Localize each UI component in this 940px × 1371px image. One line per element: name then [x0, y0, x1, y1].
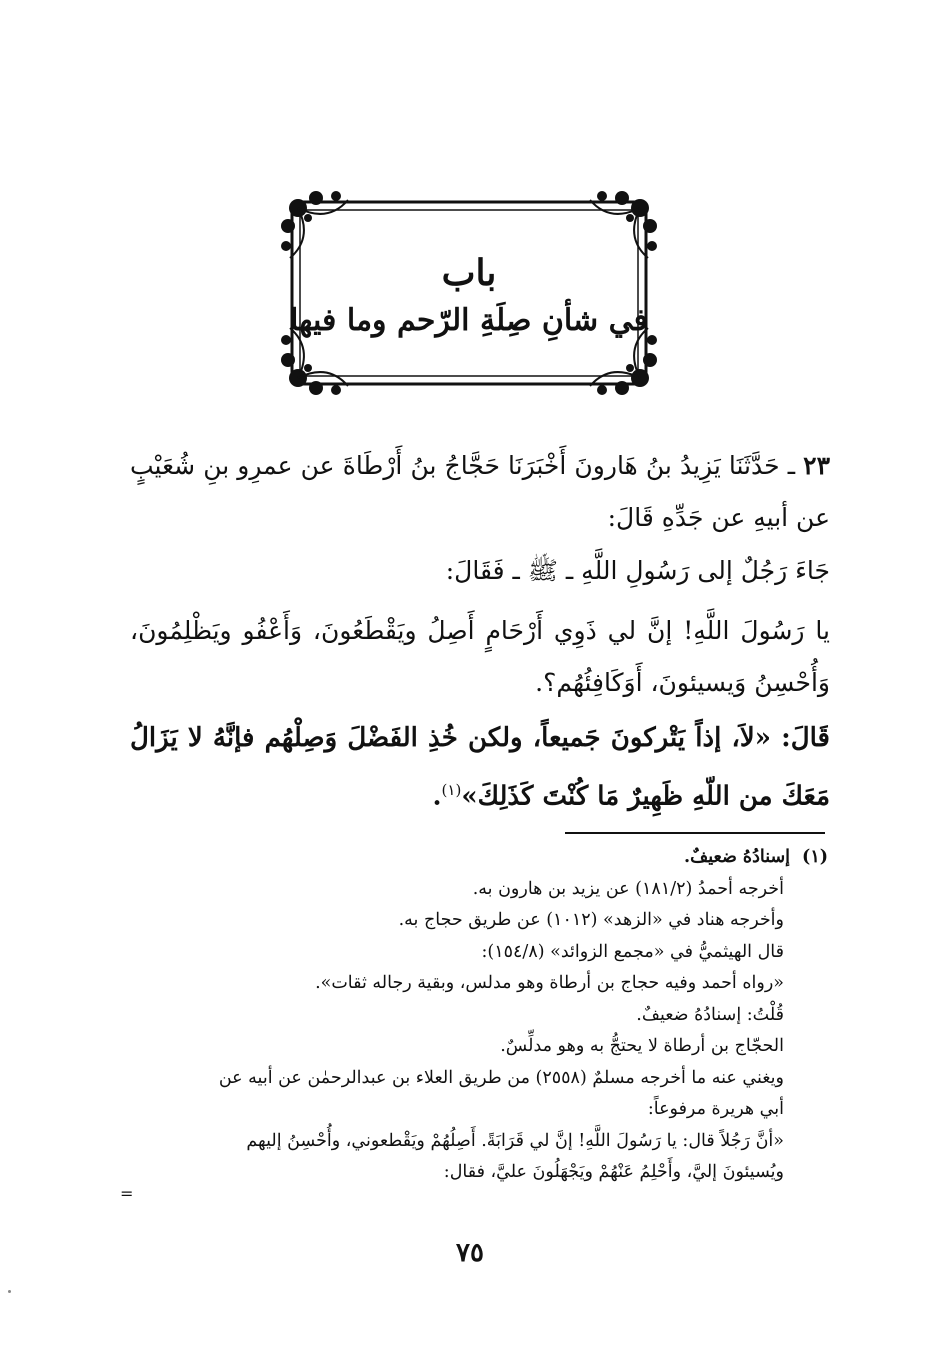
- chapter-subheading: في شأنِ صِلَةِ الرّحم وما فيها: [290, 303, 648, 338]
- footnote-line: [128, 842, 828, 874]
- hadith-number: ٢٣: [803, 451, 831, 480]
- footnote-line: أبي هريرة مرفوعاً:: [647, 1099, 784, 1119]
- footnote-line: الحجّاج بن أرطاة لا يحتجُّ به وهو مدلِّسٌ.: [500, 1036, 784, 1056]
- hadith-isnad: [130, 440, 830, 544]
- footnote-line: ويغني عنه ما أخرجه مسلمٌ (٢٥٥٨) من طريق العلاء بن عبدالرحمٰن عن أبيه عن: [218, 1067, 784, 1088]
- footnote-line: «أنَّ رَجُلاً قال: يا رَسُولَ اللَّهِ! إنَّ لي قَرَابَةً. أَصِلُهُمْ ويَقْطعوني، وأُحْسِنُ إليهم: [246, 1130, 784, 1151]
- hadith-response-text: قَالَ: «لاَ، إذاً يَتْركونَ جَميعاً، ولكن خُذِ الفَضْلَ وَصِلْهُم فإنَّهُ لا يَزَالُ مَعَكَ من اللّهِ ظَهِيرٌ مَا كُنْتَ كَذَلِكَ»: [130, 723, 830, 812]
- footnote-line: ويُسيئونَ إليَّ، وأَحْلِمُ عَنْهُمْ ويَجْهَلُونَ عليَّ، فقال:: [443, 1162, 784, 1182]
- footnote-divider: [565, 832, 825, 834]
- footnote-line: «رواه أحمد وفيه حجاج بن أرطاة وهو مدلس، وبقية رجاله ثقات».: [315, 973, 784, 993]
- footnote-reference: (١): [441, 781, 462, 799]
- footnote-line: قال الهيثميُّ في «مجمع الزوائد» (١٥٤/٨):: [481, 941, 784, 962]
- chapter-heading: باب: [441, 252, 497, 294]
- hadith-isnad-text: ـ حَدَّثَنَا يَزِيدُ بنُ هَارونَ أَخْبَرَنَا حَجَّاجُ بنُ أَرْطَاةَ عن عمرِو بنِ شُعَيْبٍ عن أبيهِ عن جَدِّهِ قَالَ:: [130, 451, 830, 532]
- continuation-mark: =: [120, 1184, 134, 1203]
- hadith-paragraph-2: جَاءَ رَجُلٌ إلى رَسُولِ اللَّهِ ـ ﷺ ـ فَقَالَ:: [445, 556, 830, 585]
- footnote-line: قُلْتُ: إسنادُهُ ضعيفٌ.: [636, 1004, 784, 1025]
- hadith-paragraph-4: [130, 712, 830, 823]
- page-number: ٧٥: [456, 1238, 484, 1268]
- footnote-number: (١): [802, 847, 828, 867]
- chapter-title-frame: [278, 188, 660, 398]
- chapter-title: [278, 188, 660, 398]
- footnotes: [128, 842, 828, 1189]
- hadith-paragraph-3: يا رَسُولَ اللَّهِ! إنَّ لي ذَوِي أَرْحَامٍ أَصِلُ ويَقْطَعُونَ، وَأَعْفُو ويَظْلِمُونَ، وَأُحْسِنُ وَيسيئونَ، أَوَكَافِئُهُم؟.: [130, 616, 830, 697]
- hadith-response-end: .: [432, 781, 442, 812]
- scan-speck: [8, 1290, 11, 1293]
- footnote-line: أخرجه أحمدُ (١٨١/٢) عن يزيد بن هارون به.: [472, 878, 784, 899]
- footnote-line: وأخرجه هناد في «الزهد» (١٠١٢) عن طريق حجاج به.: [398, 910, 784, 930]
- footnote-text: إسنادُهُ ضعيفٌ.: [684, 847, 790, 867]
